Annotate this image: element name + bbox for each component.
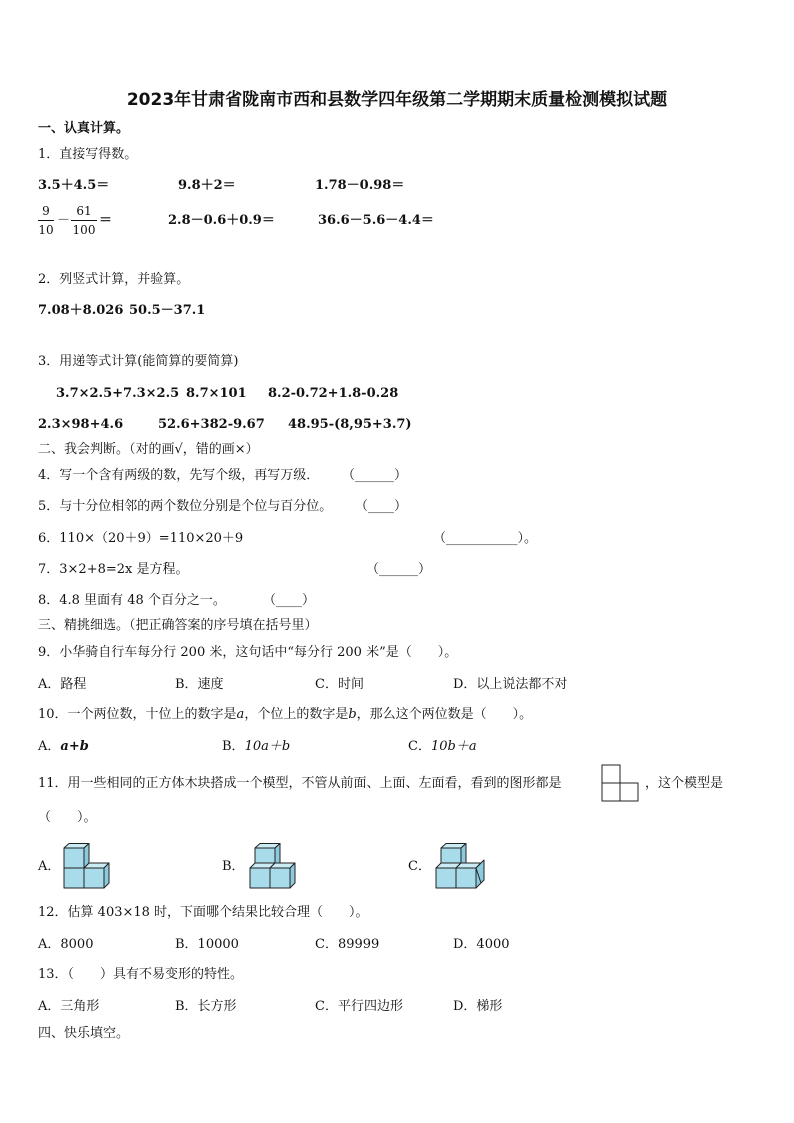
option-label: C． bbox=[408, 739, 431, 754]
q11-text-b: ，这个模型是 bbox=[645, 776, 724, 791]
q11-text-c: （ ）。 bbox=[38, 810, 97, 825]
view-shape-icon bbox=[601, 764, 641, 802]
q9-option-c[interactable]: C．时间 bbox=[315, 677, 364, 692]
q9-option-b[interactable]: B．速度 bbox=[175, 677, 224, 692]
q3-item-6: 48.95-(8,95+3.7) bbox=[288, 417, 412, 432]
cube-model-c-icon[interactable] bbox=[434, 843, 486, 889]
q10-text-c: ，那么这个两位数是（ ）。 bbox=[356, 707, 533, 722]
q10-text bbox=[38, 707, 532, 723]
q6-text: 6．110×（20＋9）=110×20＋9 bbox=[38, 531, 244, 546]
q1-fraction-1 bbox=[38, 203, 54, 238]
q10-option-c-expr: 10b＋a bbox=[430, 739, 477, 754]
cube-model-b-icon[interactable] bbox=[248, 843, 296, 889]
option-label: A． bbox=[38, 739, 61, 754]
q9-text: 9．小华骑自行车每分行 200 米，这句话中“每分行 200 米”是（ ）。 bbox=[38, 645, 458, 660]
q3-item-5: 52.6+382-9.67 bbox=[158, 417, 265, 432]
q12-option-b[interactable]: B．10000 bbox=[175, 937, 239, 952]
fraction-numerator: 61 bbox=[76, 204, 92, 218]
q10-option-c[interactable] bbox=[408, 739, 477, 755]
q13-option-a[interactable]: A．三角形 bbox=[38, 999, 100, 1014]
q1-equals: ＝ bbox=[99, 213, 113, 228]
q3-item-2: 8.7×101 bbox=[186, 386, 247, 401]
q2-label: 2．列竖式计算，并验算。 bbox=[38, 272, 190, 287]
q5-answer-blank[interactable]: （____） bbox=[355, 499, 408, 514]
q13-option-d[interactable]: D．梯形 bbox=[453, 999, 503, 1014]
q10-option-b[interactable] bbox=[222, 739, 290, 755]
q12-option-c[interactable]: C．89999 bbox=[315, 937, 380, 952]
q10-option-a[interactable] bbox=[38, 739, 89, 755]
q7-text: 7．3×2+8=2x 是方程。 bbox=[38, 562, 189, 577]
q6-answer-blank[interactable]: （___________）。 bbox=[433, 531, 538, 546]
q1-item-3: 1.78－0.98＝ bbox=[315, 178, 405, 193]
page-title: 2023年甘肃省陇南市西和县数学四年级第二学期期末质量检测模拟试题 bbox=[126, 90, 668, 110]
q3-label: 3．用递等式计算(能简算的要简算) bbox=[38, 354, 239, 369]
q11-option-a-label[interactable]: A． bbox=[38, 859, 61, 874]
q8-answer-blank[interactable]: （____） bbox=[263, 593, 316, 608]
q5-text: 5．与十分位相邻的两个数位分别是个位与百分位。 bbox=[38, 499, 333, 514]
q10-var-b: b bbox=[348, 707, 357, 722]
q11-text-a: 11．用一些相同的正方体木块搭成一个模型，不管从前面、上面、左面看，看到的图形都是 bbox=[38, 776, 562, 791]
section3-heading: 三、精挑细选。（把正确答案的序号填在括号里） bbox=[38, 618, 318, 633]
q1-label: 1．直接写得数。 bbox=[38, 147, 138, 162]
q12-option-d[interactable]: D．4000 bbox=[453, 937, 510, 952]
q12-option-a[interactable]: A．8000 bbox=[38, 937, 94, 952]
section4-heading: 四、快乐填空。 bbox=[38, 1026, 130, 1041]
q11-option-c-label[interactable]: C． bbox=[408, 859, 431, 874]
q7-answer-blank[interactable]: （______） bbox=[366, 562, 432, 577]
q11-option-b-label[interactable]: B． bbox=[222, 859, 245, 874]
q3-item-1: 3.7×2.5+7.3×2.5 bbox=[56, 386, 180, 401]
fraction-numerator: 9 bbox=[42, 204, 50, 218]
q10-text-b: ，个位上的数字是 bbox=[244, 707, 349, 722]
q1-item-5: 2.8－0.6＋0.9＝ bbox=[168, 213, 275, 228]
q3-item-3: 8.2-0.72+1.8-0.28 bbox=[268, 386, 399, 401]
q9-option-d[interactable]: D．以上说法都不对 bbox=[453, 677, 568, 692]
q1-item-6: 36.6－5.6－4.4＝ bbox=[318, 213, 434, 228]
q10-option-a-expr: a+b bbox=[60, 739, 89, 754]
q13-option-c[interactable]: C．平行四边形 bbox=[315, 999, 403, 1014]
q10-var-a: a bbox=[236, 707, 245, 722]
q1-fraction-2 bbox=[71, 203, 97, 238]
q1-item-2: 9.8＋2＝ bbox=[178, 178, 236, 193]
q8-text: 8．4.8 里面有 48 个百分之一。 bbox=[38, 593, 226, 608]
q4-text: 4．写一个含有两级的数，先写个级，再写万级． bbox=[38, 468, 320, 483]
q2-item-2: 50.5－37.1 bbox=[129, 303, 206, 318]
q12-text: 12．估算 403×18 时，下面哪个结果比较合理（ ）。 bbox=[38, 905, 369, 920]
q1-item-1: 3.5＋4.5＝ bbox=[38, 178, 110, 193]
q2-item-1: 7.08＋8.026 bbox=[38, 303, 124, 318]
fraction-denominator: 100 bbox=[72, 223, 96, 237]
section1-heading: 一、认真计算。 bbox=[38, 121, 130, 136]
q10-option-b-expr: 10a＋b bbox=[244, 739, 291, 754]
q3-item-4: 2.3×98+4.6 bbox=[38, 417, 124, 432]
q9-option-a[interactable]: A．路程 bbox=[38, 677, 87, 692]
q13-option-b[interactable]: B．长方形 bbox=[175, 999, 237, 1014]
q10-text-a: 10．一个两位数，十位上的数字是 bbox=[38, 707, 237, 722]
q1-minus: － bbox=[57, 213, 71, 228]
fraction-denominator: 10 bbox=[38, 223, 54, 237]
option-label: B． bbox=[222, 739, 245, 754]
q4-answer-blank[interactable]: （______） bbox=[342, 468, 408, 483]
section2-heading: 二、我会判断。（对的画√，错的画×） bbox=[38, 442, 259, 457]
cube-model-a-icon[interactable] bbox=[62, 843, 110, 889]
q13-text: 13．（ ）具有不易变形的特性。 bbox=[38, 967, 244, 982]
